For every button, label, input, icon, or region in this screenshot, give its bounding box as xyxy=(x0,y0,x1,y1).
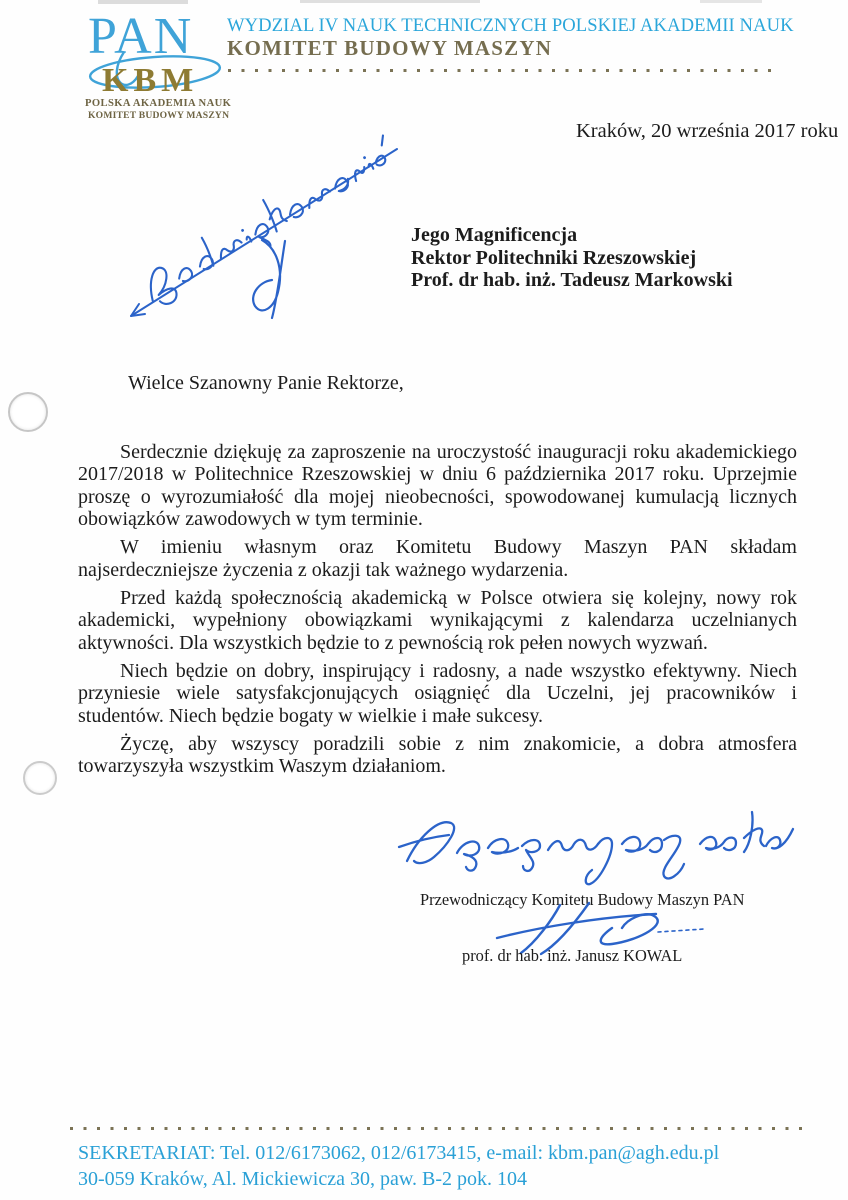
letter-body xyxy=(78,441,797,784)
signer-title: Przewodniczący Komitetu Budowy Maszyn PAN xyxy=(420,890,745,909)
body-paragraph: Przed każdą społecznością akademicką w Polsce otwiera się kolejny, nowy rok akademicki, wypełniony obowiązkami wynikającymi z kalendarza uczelnianych aktywności. Dla wszystkich będzie to z pewnością rok pełen nowych wyzwań. xyxy=(78,587,797,654)
dateline: Kraków, 20 września 2017 roku xyxy=(576,120,839,142)
handwritten-annotation xyxy=(108,133,413,331)
recipient-block xyxy=(411,224,733,292)
punch-hole xyxy=(23,761,57,795)
letterhead-committee: KOMITET BUDOWY MASZYN xyxy=(227,36,553,60)
annotation-arrow-line xyxy=(131,149,397,316)
pan-kbm-logo xyxy=(84,6,232,124)
body-paragraph: Niech będzie on dobry, inspirujący i radosny, a nade wszystko efektywny. Niech przyniesie wiele satysfakcjonujących osiągnięć dla Uczelni, jej pracowników i studentów. Niech będzie bogaty w wielkie i małe sukcesy. xyxy=(78,660,797,727)
letterhead-division: WYDZIAL IV NAUK TECHNICZNYCH POLSKIEJ AKADEMII NAUK xyxy=(227,15,794,36)
logo-acronym-pan: PAN xyxy=(88,8,194,65)
footer-contact: SEKRETARIAT: Tel. 012/6173062, 012/6173415, e-mail: kbm.pan@agh.edu.pl xyxy=(78,1142,720,1164)
logo-org-line1: POLSKA AKADEMIA NAUK xyxy=(85,98,232,109)
logo-acronym-kbm: KBM xyxy=(102,62,199,99)
scan-artifact xyxy=(98,0,188,4)
footer-dotted-rule xyxy=(70,1127,802,1130)
scan-artifact xyxy=(300,0,480,3)
logo-org-line2: KOMITET BUDOWY MASZYN xyxy=(88,110,230,121)
body-paragraph: W imieniu własnym oraz Komitetu Budowy Maszyn PAN składam najserdeczniejsze życzenia z okazji tak ważnego wydarzenia. xyxy=(78,536,797,581)
scan-artifact xyxy=(700,0,762,3)
recipient-name: Prof. dr hab. inż. Tadeusz Markowski xyxy=(411,269,733,292)
punch-hole xyxy=(8,392,48,432)
annotation-cursive-word xyxy=(137,132,403,311)
handwritten-closing xyxy=(393,806,801,892)
salutation: Wielce Szanowny Panie Rektorze, xyxy=(128,372,404,394)
header-dotted-rule xyxy=(228,69,772,72)
footer-address: 30-059 Kraków, Al. Mickiewicza 30, paw. B-2 pok. 104 xyxy=(78,1168,527,1190)
recipient-honorific: Jego Magnificencja xyxy=(411,224,578,246)
annotation-arrowhead-icon xyxy=(131,304,145,316)
body-paragraph: Serdecznie dziękuję za zaproszenie na uroczystość inauguracji roku akademickiego 2017/2018 w Politechnice Rzeszowskiej w dniu 6 października 2017 roku. Uprzejmie proszę o wyrozumiałość dla mojej nieobecności, spowodowanej kumulacją licznych obowiązków zawodowych w tym terminie. xyxy=(78,441,797,531)
body-paragraph: Życzę, aby wszyscy poradzili sobie z nim znakomicie, a dobra atmosfera towarzyszyła wszystkim Waszym działaniom. xyxy=(78,733,797,778)
annotation-initial xyxy=(253,240,285,318)
signer-name: prof. dr hab. inż. Janusz KOWAL xyxy=(462,946,683,965)
recipient-title: Rektor Politechniki Rzeszowskiej xyxy=(411,246,697,269)
